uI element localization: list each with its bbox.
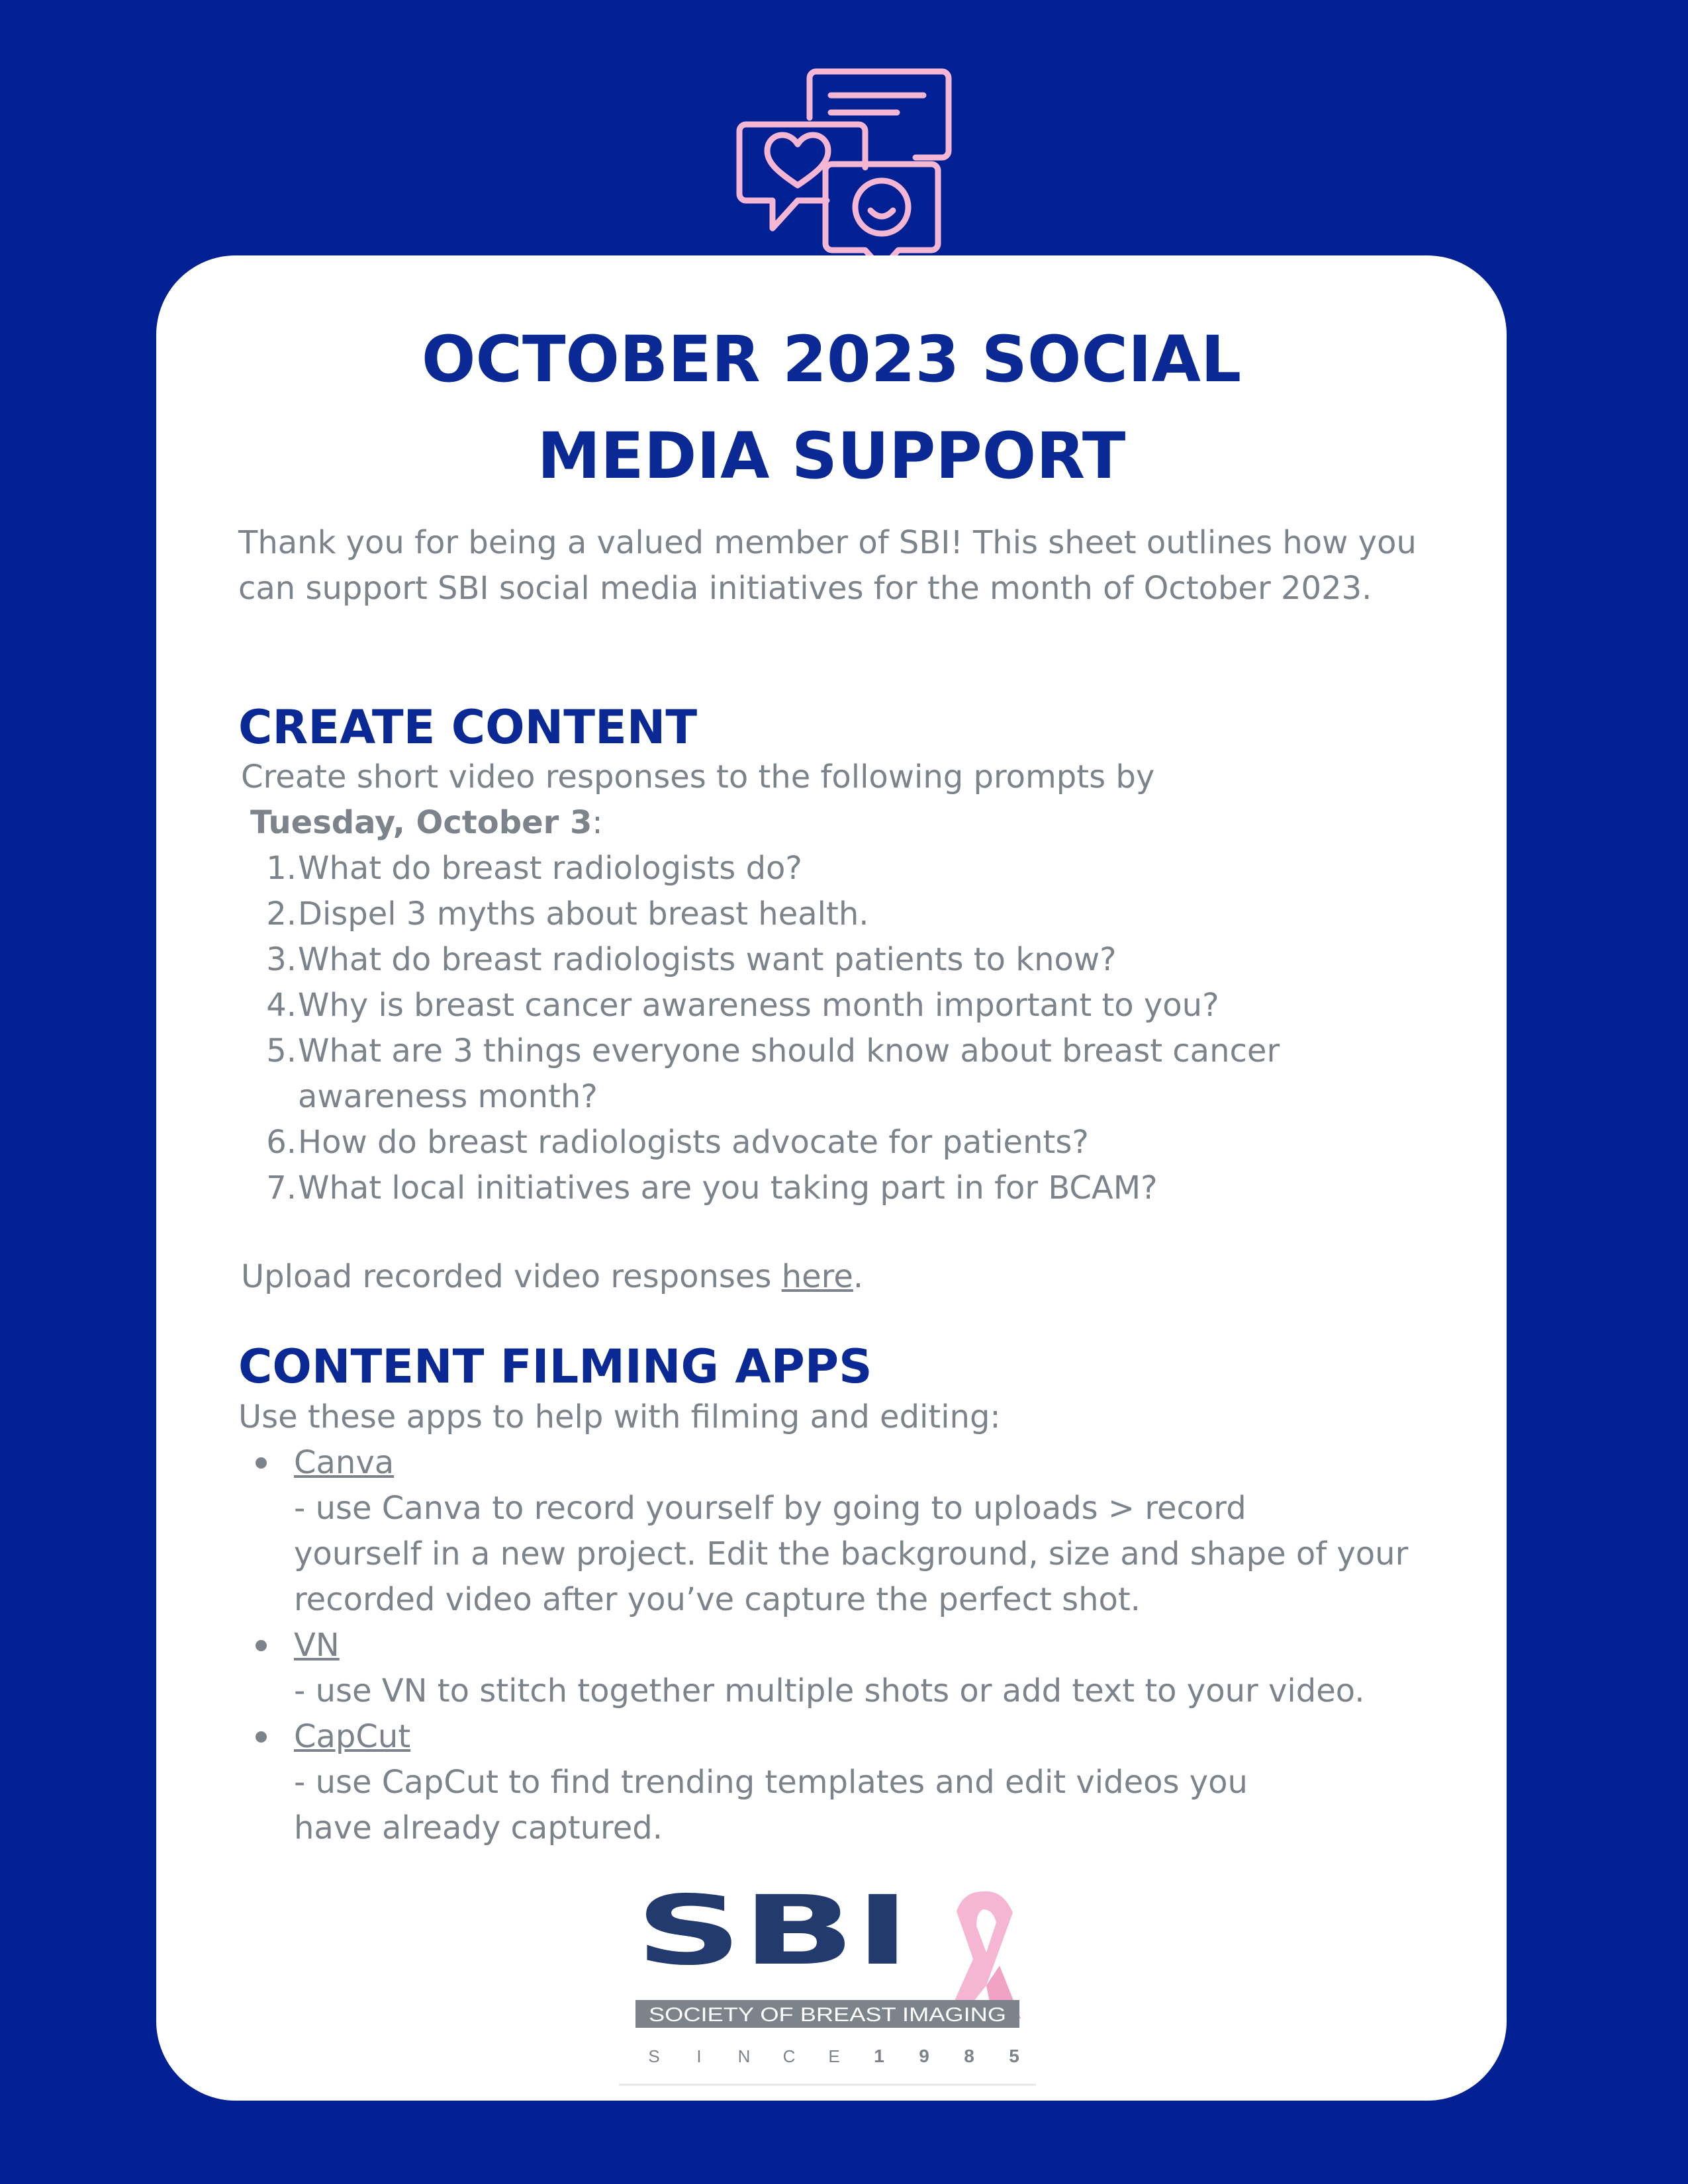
list-item — [238, 1440, 1463, 1623]
capcut-link[interactable]: CapCut — [294, 1718, 411, 1755]
logo-since-letter: N — [737, 2046, 751, 2066]
apps-list — [238, 1440, 1463, 1851]
create-content-heading: CREATE CONTENT — [238, 700, 698, 754]
list-number: 5. — [266, 1032, 297, 1069]
list-number: 2. — [266, 895, 297, 933]
deadline-line — [241, 800, 1446, 846]
logo-since-letter: S — [648, 2046, 660, 2066]
app-description: recorded video after you’ve capture the perfect shot. — [294, 1581, 1141, 1618]
list-item — [238, 1714, 1463, 1851]
list-number: 7. — [266, 1169, 297, 1206]
create-content-section — [241, 754, 1446, 1211]
list-number: 1. — [266, 850, 297, 887]
list-item — [241, 1028, 1446, 1120]
pink-ribbon-icon — [947, 1891, 1021, 2019]
list-item — [241, 937, 1446, 983]
deadline-date: Tuesday, October 3 — [250, 804, 592, 841]
app-description: have already captured. — [294, 1809, 663, 1846]
upload-suffix: . — [853, 1258, 864, 1295]
create-intro: Create short video responses to the following prompts by — [241, 758, 1155, 796]
sbi-logo — [616, 1886, 1039, 2101]
title-line: MEDIA SUPPORT — [537, 419, 1126, 493]
deadline-suffix: : — [592, 804, 603, 841]
list-text: How do breast radiologists advocate for patients? — [298, 1124, 1089, 1161]
logo-since-letter: E — [828, 2046, 840, 2066]
list-text: What local initiatives are you taking part in for BCAM? — [298, 1169, 1158, 1206]
app-description: - use VN to stitch together multiple shots or add text to your video. — [294, 1672, 1365, 1709]
list-item — [241, 1165, 1446, 1211]
list-text: What are 3 things everyone should know about breast cancer — [298, 1032, 1280, 1069]
upload-prefix: Upload recorded video responses — [241, 1258, 782, 1295]
app-description: - use CapCut to find trending templates and edit videos you — [294, 1764, 1248, 1801]
list-number: 6. — [266, 1124, 297, 1161]
title-line: OCTOBER 2023 SOCIAL — [421, 322, 1242, 396]
list-text: What do breast radiologists do? — [298, 850, 802, 887]
upload-line — [241, 1254, 863, 1300]
page-title — [156, 311, 1507, 504]
logo-org-name: SOCIETY OF BREAST IMAGING — [649, 2004, 1006, 2026]
logo-since-letter: I — [696, 2046, 702, 2066]
bullet-icon — [256, 1731, 267, 1743]
list-item — [238, 1623, 1463, 1714]
logo-year-digit: 9 — [919, 2046, 929, 2066]
vn-link[interactable]: VN — [294, 1627, 340, 1664]
intro-line: Thank you for being a valued member of SBI! This sheet outlines how you — [238, 524, 1417, 561]
app-description: - use Canva to record yourself by going to uploads > record — [294, 1490, 1246, 1527]
list-text: Why is breast cancer awareness month important to you? — [298, 987, 1219, 1024]
list-text: awareness month? — [298, 1078, 598, 1115]
list-text: What do breast radiologists want patients to know? — [298, 941, 1117, 978]
logo-since-letter: C — [782, 2046, 796, 2066]
list-number: 3. — [266, 941, 297, 978]
bullet-icon — [256, 1457, 267, 1469]
list-text: Dispel 3 myths about breast health. — [298, 895, 869, 933]
logo-year-digit: 1 — [874, 2046, 884, 2066]
list-item — [241, 1120, 1446, 1165]
apps-intro: Use these apps to help with filming and editing: — [238, 1398, 1001, 1435]
logo-year-digit: 8 — [964, 2046, 974, 2066]
list-item — [241, 983, 1446, 1028]
list-item — [241, 846, 1446, 891]
intro-paragraph — [238, 520, 1443, 612]
filming-apps-section — [238, 1394, 1463, 1851]
list-item — [241, 891, 1446, 937]
chat-bubbles-heart-smile-icon — [731, 58, 957, 278]
logo-letters: SBI — [635, 1886, 910, 1987]
intro-line: can support SBI social media initiatives for the month of October 2023. — [238, 570, 1372, 607]
logo-year-digit: 5 — [1009, 2046, 1019, 2066]
upload-here-link[interactable]: here — [781, 1258, 853, 1295]
bullet-icon — [256, 1640, 267, 1651]
list-number: 4. — [266, 987, 297, 1024]
app-description: yourself in a new project. Edit the background, size and shape of your — [294, 1535, 1409, 1572]
prompt-list — [241, 846, 1446, 1211]
content-filming-apps-heading: CONTENT FILMING APPS — [238, 1340, 872, 1394]
canva-link[interactable]: Canva — [294, 1444, 395, 1481]
